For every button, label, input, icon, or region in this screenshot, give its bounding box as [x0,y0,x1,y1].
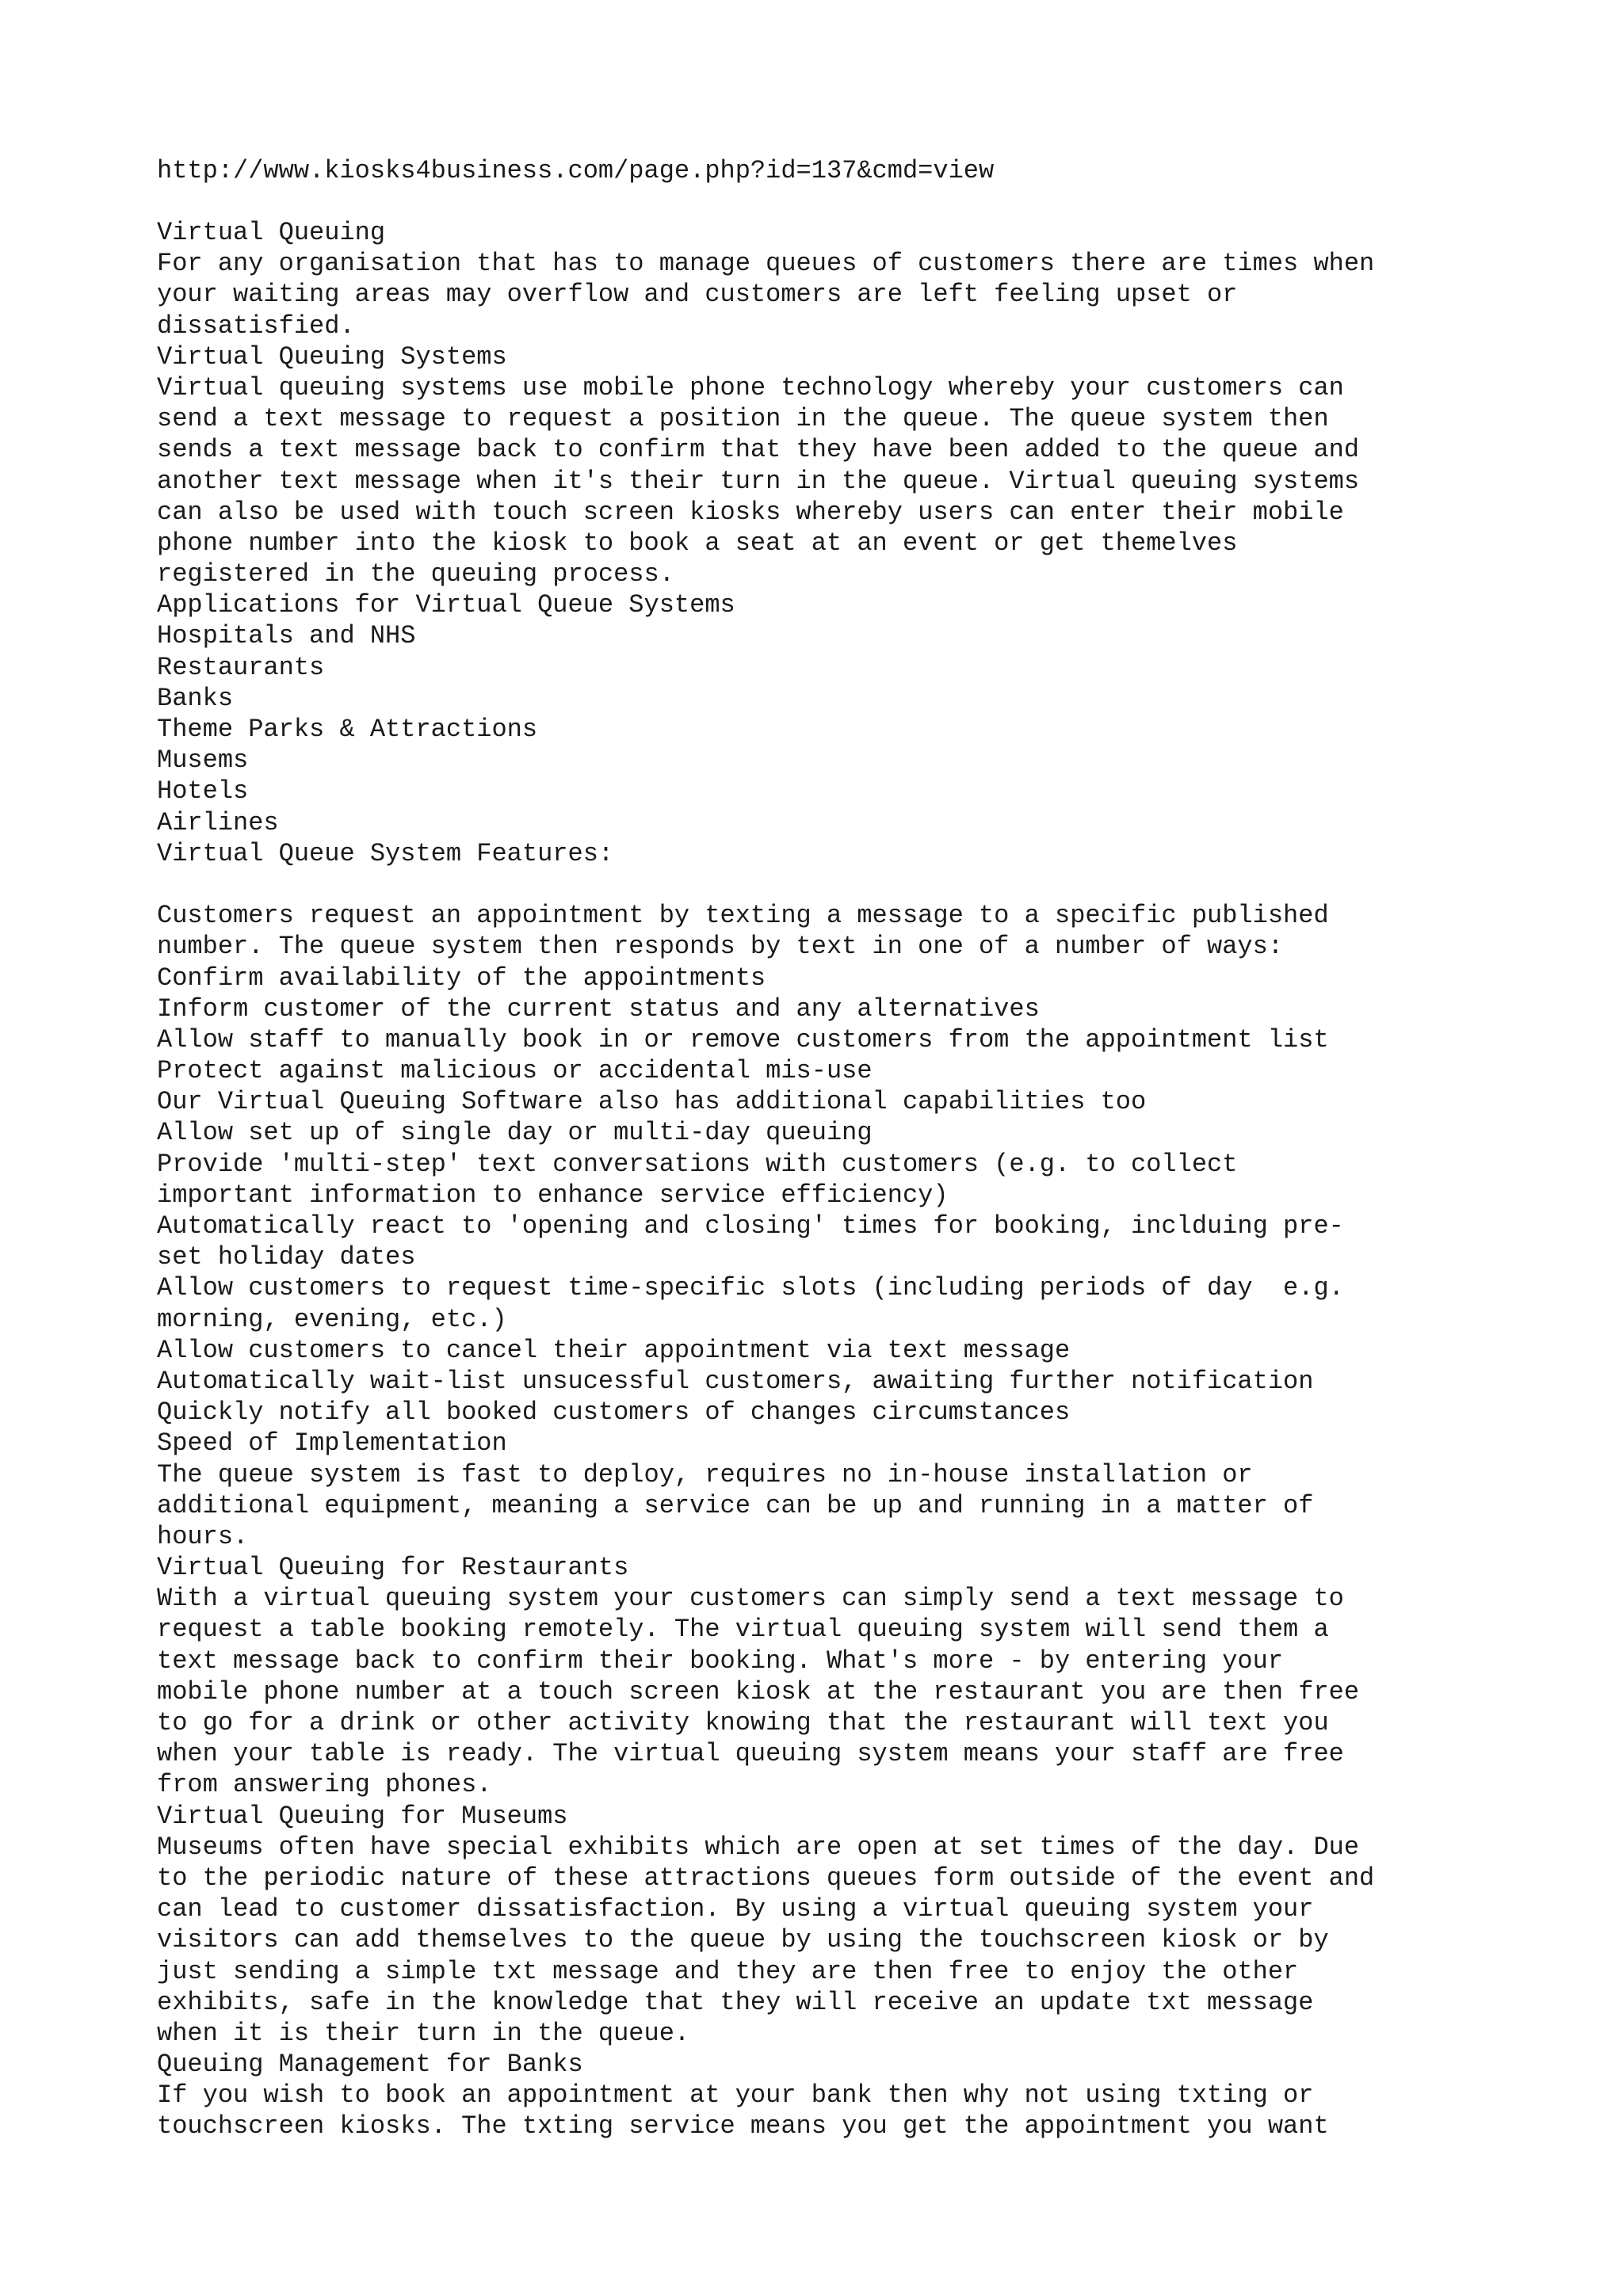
text-line: when your table is ready. The virtual queuing system means your staff are free [157,1739,1344,1769]
text-line: Restaurants [157,652,325,682]
text-line: just sending a simple txt message and they are then free to enjoy the other [157,1956,1299,1986]
text-line: Virtual Queuing for Museums [157,1801,568,1831]
text-line: Theme Parks & Attractions [157,715,538,744]
text-line: Automatically react to 'opening and closing' times for booking, inclduing pre- [157,1211,1344,1241]
text-line: mobile phone number at a touch screen kiosk at the restaurant you are then free [157,1676,1360,1707]
text-line: If you wish to book an appointment at your bank then why not using txting or [157,2081,1314,2111]
text-line: send a text message to request a position in the queue. The queue system then [157,404,1329,434]
text-line: Virtual Queuing Systems [157,341,507,372]
text-line: The queue system is fast to deploy, requires no in-house installation or [157,1459,1253,1489]
source-url: http://www.kiosks4business.com/page.php?id=137&cmd=view [157,156,995,185]
document-page [157,0,1575,2296]
text-line: Allow staff to manually book in or remove customers from the appointment list [157,1024,1329,1055]
text-line: Virtual Queuing [157,218,386,247]
text-line: set holiday dates [157,1242,416,1272]
text-line: Museums often have special exhibits which are open at set times of the day. Due [157,1832,1360,1862]
text-line: Allow set up of single day or multi-day queuing [157,1118,873,1148]
text-line: Banks [157,683,234,713]
text-line: Provide 'multi-step' text conversations with customers (e.g. to collect [157,1149,1238,1179]
text-line: Allow customers to request time-specific slots (including periods of day e.g. [157,1273,1344,1303]
text-line: Queuing Management for Banks [157,2050,583,2080]
text-line: registered in the queuing process. [157,559,674,589]
text-line: Customers request an appointment by texting a message to a specific published [157,901,1329,931]
text-line: hours. [157,1521,249,1551]
text-line: from answering phones. [157,1770,492,1800]
text-line: Speed of Implementation [157,1428,507,1459]
text-line [157,869,1374,900]
text-line: can lead to customer dissatisfaction. By using a virtual queuing system your [157,1894,1314,1924]
text-line: Our Virtual Queuing Software also has additional capabilities too [157,1087,1147,1117]
text-line: to go for a drink or other activity knowing that the restaurant will text you [157,1708,1329,1737]
text-line: to the periodic nature of these attractions queues form outside of the event and [157,1863,1375,1893]
text-line: morning, evening, etc.) [157,1304,507,1334]
text-line: your waiting areas may overflow and customers are left feeling upset or [157,280,1238,310]
text-line: Virtual Queuing for Restaurants [157,1553,629,1583]
text-line: Protect against malicious or accidental mis-use [157,1056,873,1086]
text-line: Quickly notify all booked customers of changes circumstances [157,1398,1071,1428]
text-line: text message back to confirm their booking. What's more - by entering your [157,1646,1284,1676]
text-line: number. The queue system then responds by text in one of a number of ways: [157,932,1284,962]
text-line: Hotels [157,776,249,807]
document-body [157,217,1374,2142]
text-line: can also be used with touch screen kiosks whereby users can enter their mobile [157,497,1344,527]
text-line: Hospitals and NHS [157,621,416,651]
text-line: when it is their turn in the queue. [157,2018,690,2048]
text-line: Applications for Virtual Queue Systems [157,590,735,620]
text-line: Confirm availability of the appointments [157,963,766,993]
text-line: important information to enhance service efficiency) [157,1180,949,1210]
text-line: dissatisfied. [157,311,355,341]
text-line: Virtual queuing systems use mobile phone technology whereby your customers can [157,372,1344,402]
text-line: sends a text message back to confirm that they have been added to the queue and [157,435,1360,465]
text-line: touchscreen kiosks. The txting service means you get the appointment you want [157,2111,1329,2142]
text-line: Virtual Queue System Features: [157,838,614,868]
text-line: visitors can add themselves to the queue by using the touchscreen kiosk or by [157,1925,1329,1955]
text-line: Airlines [157,807,279,837]
text-line: exhibits, safe in the knowledge that they will receive an update txt message [157,1987,1314,2017]
text-line: request a table booking remotely. The virtual queuing system will send them a [157,1615,1329,1645]
text-line: With a virtual queuing system your customers can simply send a text message to [157,1584,1344,1614]
text-line: phone number into the kiosk to book a seat at an event or get themelves [157,528,1238,558]
text-line: Musems [157,746,249,776]
text-line: For any organisation that has to manage queues of customers there are times when [157,249,1375,279]
text-line: Inform customer of the current status and any alternatives [157,994,1040,1024]
text-line: Allow customers to cancel their appointment via text message [157,1335,1071,1365]
text-line: Automatically wait-list unsucessful customers, awaiting further notification [157,1366,1314,1396]
text-line: additional equipment, meaning a service can be up and running in a matter of [157,1490,1314,1520]
text-line: another text message when it's their turn in the queue. Virtual queuing systems [157,466,1360,496]
